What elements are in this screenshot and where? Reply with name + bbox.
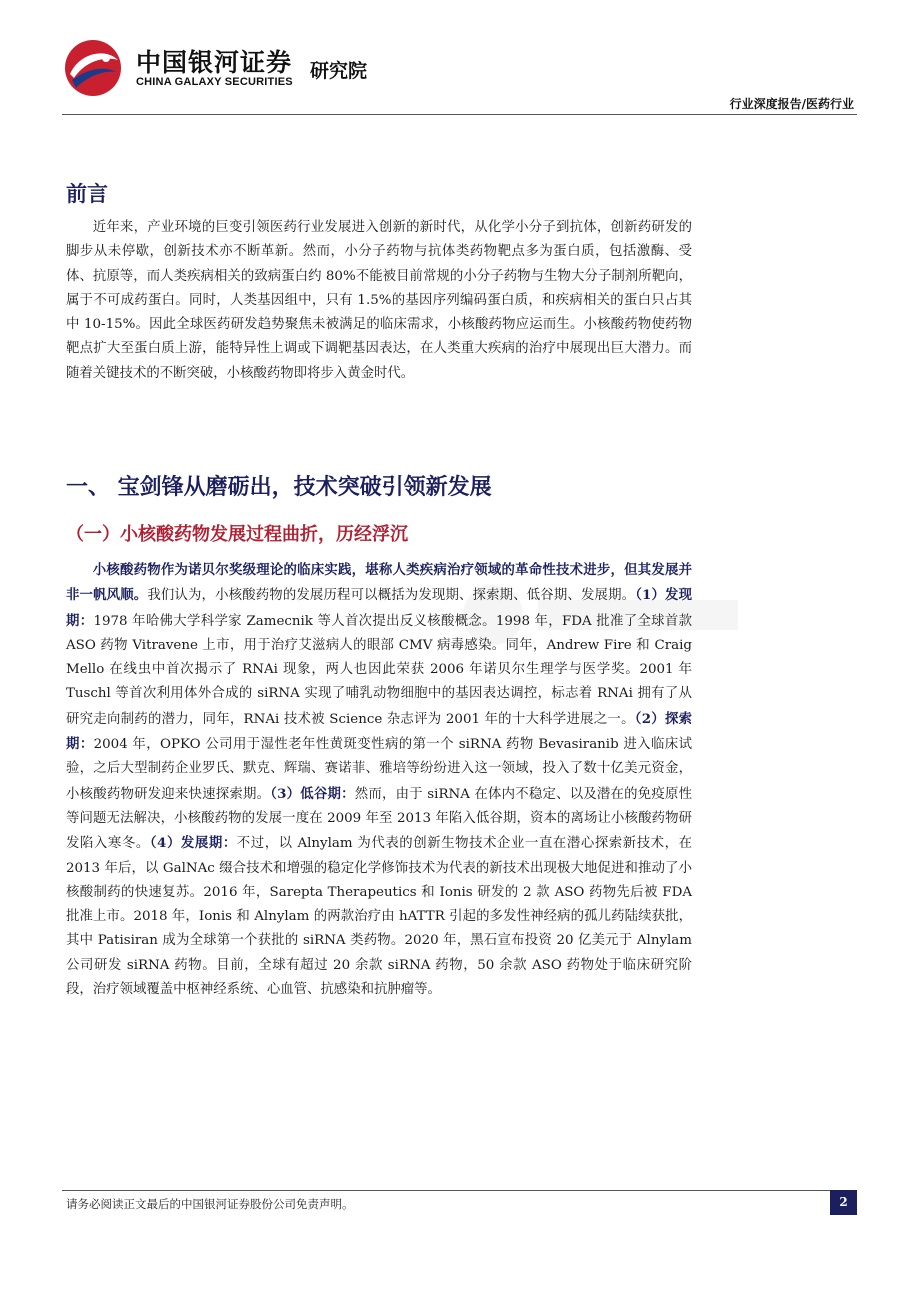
- stage-discovery-label: （1）发现期：: [66, 587, 692, 629]
- stage-trough-label: （3）低谷期：: [270, 785, 355, 802]
- report-type: 行业深度报告/医药行业: [729, 97, 854, 111]
- subsection-title: （一）小核酸药物发展过程曲折，历经浮沉: [66, 524, 408, 545]
- header-divider: [62, 114, 857, 115]
- logo-chinese-name: 中国银河证券: [136, 48, 293, 77]
- preface-title: 前言: [66, 182, 108, 206]
- page-number: 2: [830, 1190, 857, 1215]
- page-header: [0, 0, 920, 130]
- footer-disclaimer: 请务必阅读正文最后的中国银河证券股份公司免责声明。: [66, 1197, 354, 1211]
- stage-exploration-label: （2）探索期：: [66, 710, 692, 753]
- subsection-paragraph: [66, 558, 692, 1002]
- footer-divider: [62, 1190, 857, 1191]
- logo-institute: 研究院: [310, 60, 368, 82]
- section-title: 一、 宝剑锋从磨砺出，技术突破引领新发展: [66, 475, 492, 500]
- stage-discovery-text: 1978 年哈佛大学科学家 Zamecnik 等人首次提出反义核酸概念。1998 年，FDA 批准了全球首款 ASO 药物 Vitravene 上市，用于治疗艾滋病人的眼部 CMV 病毒感染。同年，Andrew Fire 和 Craig Mello 在线虫中首次揭示了 RNAi 现象，两人也因此荣获 2006 年诺贝尔生理学与医学奖。2001 年 Tuschl 等首次利用体外合成的 siRNA 实现了哺乳动物细胞中的基因表达调控，标志着 RNAi 拥有了从研究走向制药的潜力，同年，RNAi 技术被 Science 杂志评为 2001 年的十大科学进展之一。: [66, 613, 692, 727]
- stage-development-label: （4）发展期：: [149, 835, 237, 852]
- intro-text: 我们认为，小核酸药物的发展历程可以概括为发现期、探索期、低谷期、发展期。: [147, 588, 636, 604]
- preface-paragraph: 近年来，产业环境的巨变引领医药行业发展进入创新的新时代，从化学小分子到抗体，创新药研发的脚步从未停歇，创新技术亦不断革新。然而，小分子药物与抗体类药物靶点多为蛋白质，包括激酶、受体、抗原等，而人类疾病相关的致病蛋白约 80%不能被目前常规的小分子药物与生物大分子制剂所靶向，属于不可成药蛋白。同时，人类基因组中，只有 1.5%的基因序列编码蛋白质，和疾病相关的蛋白只占其中 10-15%。因此全球医药研发趋势聚焦未被满足的临床需求，小核酸药物应运而生。小核酸药物使药物靶点扩大至蛋白质上游，能特异性上调或下调靶基因表达，在人类重大疾病的治疗中展现出巨大潜力。而随着关键技术的不断突破，小核酸药物即将步入黄金时代。: [66, 220, 692, 381]
- stage-exploration-text: 2004 年，OPKO 公司用于湿性老年性黄斑变性病的第一个 siRNA 药物 Bevasiranib 进入临床试验，之后大型制药企业罗氏、默克、辉瑞、赛诺菲、雅培等纷纷进入这一领域，投入了数十亿美元资金，小核酸药物研发迎来快速探索期。: [66, 737, 692, 802]
- stage-development-text: 不过，以 Alnylam 为代表的创新生物技术企业一直在潜心探索新技术，在 2013 年后，以 GalNAc 缀合技术和增强的稳定化学修饰技术为代表的新技术出现极大地促进和推动了小核酸制药的快速复苏。2016 年，Sarepta Therapeutics 和 Ionis 研发的 2 款 ASO 药物先后被 FDA 批准上市。2018 年，Ionis 和 Alnylam 的两款治疗由 hATTR 引起的多发性神经病的孤儿药陆续获批，其中 Patisiran 成为全球第一个获批的 siRNA 类药物。2020 年，黑石宣布投资 20 亿美元于 Alnylam 公司研发 siRNA 药物。目前，全球有超过 20 余款 siRNA 药物，50 余款 ASO 药物处于临床研究阶段，治疗领域覆盖中枢神经系统、心血管、抗感染和抗肿瘤等。: [66, 836, 692, 998]
- galaxy-logo-icon: [62, 38, 124, 98]
- logo-english-name: CHINA GALAXY SECURITIES: [136, 76, 293, 88]
- lead-sentence: 小核酸药物作为诺贝尔奖级理论的临床实践，堪称人类疾病治疗领域的革命性技术进步，但其发展并非一帆风顺。: [66, 562, 692, 604]
- stage-trough-text: 然而，由于 siRNA 在体内不稳定、以及潜在的免疫原性等问题无法解决，小核酸药物的发展一度在 2009 年至 2013 年陷入低谷期，资本的离场让小核酸药物研发陷入寒冬。: [66, 786, 693, 852]
